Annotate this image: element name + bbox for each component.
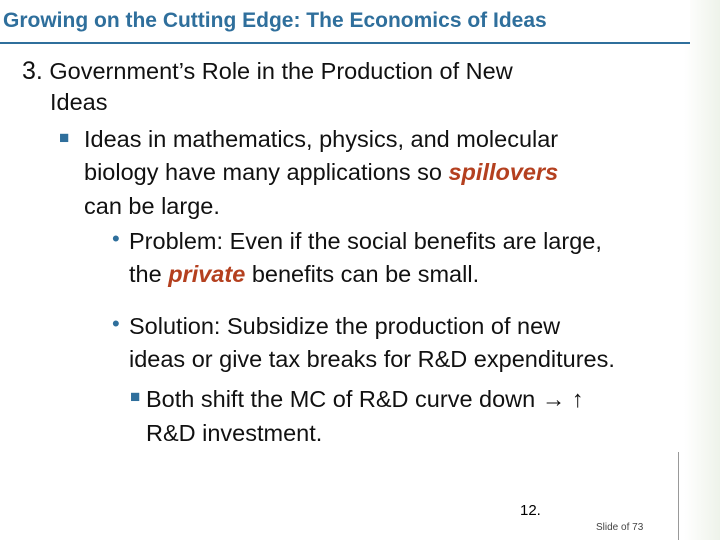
sub2-line-1: Solution: Subsidize the production of new <box>129 313 561 339</box>
sub2-line-2: ideas or give tax breaks for R&D expenditures. <box>129 346 615 372</box>
bullet1-text-2: biology have many applications so <box>84 159 442 185</box>
sub1-line-1: Problem: Even if the social benefits are large, <box>129 228 602 254</box>
sub1-text-2a: the <box>129 261 162 287</box>
spillovers-emphasis: spillovers <box>448 159 559 185</box>
slide-counter: Slide of 73 <box>596 522 644 533</box>
dot-bullet-icon: • <box>112 226 120 251</box>
subsub-line-2: R&D investment. <box>146 420 323 446</box>
heading-text-1: Government’s Role in the Production of New <box>49 58 513 84</box>
sub1-text-2b: benefits can be small. <box>251 261 480 287</box>
dot-bullet-icon: • <box>112 311 120 336</box>
square-bullet-icon: ■ <box>59 128 70 147</box>
square-bullet-icon: ■ <box>130 387 141 406</box>
heading-number: 3. <box>22 57 43 85</box>
private-emphasis: private <box>168 261 246 287</box>
page-number: 12. <box>520 502 541 519</box>
heading-line-1 <box>22 57 513 85</box>
bullet1-line-3: can be large. <box>84 193 220 219</box>
bullet1-line-2 <box>84 158 558 186</box>
heading-line-2: Ideas <box>50 89 108 115</box>
sub1-line-2 <box>129 260 479 288</box>
subsub-line-1: Both shift the MC of R&D curve down → ↑ <box>146 386 584 412</box>
bullet1-line-1: Ideas in mathematics, physics, and molecular <box>84 126 559 152</box>
slide-title: Growing on the Cutting Edge: The Economics of Ideas <box>3 9 547 32</box>
footer-divider <box>678 452 679 540</box>
